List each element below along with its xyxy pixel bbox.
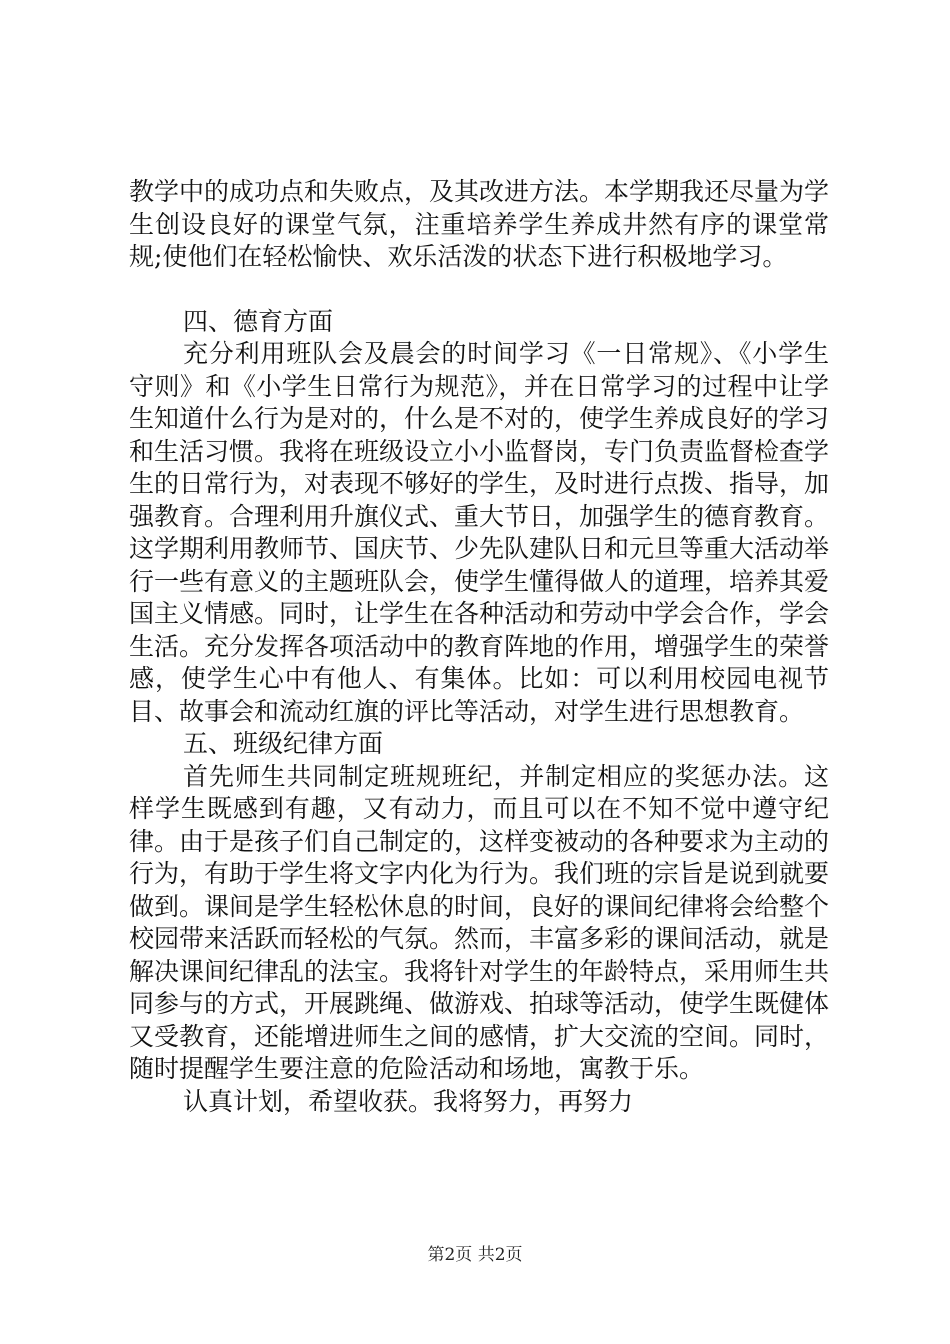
page-footer bbox=[0, 1244, 950, 1266]
document-body bbox=[129, 176, 829, 1118]
section-body-class-discipline: 首先师生共同制定班规班纪，并制定相应的奖惩办法。这样学生既感到有趣，又有动力，而且可以在不知不觉中遵守纪律。由于是孩子们自己制定的，这样变被动的各种要求为主动的行为，有助于学生将文字内化为行为。我们班的宗旨是说到就要做到。课间是学生轻松休息的时间，良好的课间纪律将会给整个校园带来活跃而轻松的气氛。然而，丰富多彩的课间活动，就是解决课间纪律乱的法宝。我将针对学生的年龄特点，采用师生共同参与的方式，开展跳绳、做游戏、拍球等活动，使学生既健体又受教育，还能增进师生之间的感情，扩大交流的空间。同时，随时提醒学生要注意的危险活动和场地，寓教于乐。 bbox=[129, 761, 830, 1083]
section-body-moral-education: 充分利用班队会及晨会的时间学习《一日常规》、《小学生守则》和《小学生日常行为规范》，并在日常学习的过程中让学生知道什么行为是对的，什么是不对的，使学生养成良好的学习和生活习惯。我将在班级设立小小监督岗，专门负责监督检查学生的日常行为，对表现不够好的学生，及时进行点拨、指导，加强教育。合理利用升旗仪式、重大节日，加强学生的德育教育。这学期利用教师节、国庆节、少先队建队日和元旦等重大活动举行一些有意义的主题班队会，使学生懂得做人的道理，培养其爱国主义情感。同时，让学生在各种活动和劳动中学会合作，学会生活。充分发挥各项活动中的教育阵地的作用，增强学生的荣誉感，使学生心中有他人、有集体。比如：可以利用校园电视节目、故事会和流动红旗的评比等活动，对学生进行思想教育。 bbox=[129, 339, 830, 726]
page-number-label: 第2页 共2页 bbox=[427, 1245, 523, 1265]
section-heading-class-discipline: 五、班级纪律方面 bbox=[183, 729, 384, 758]
closing-line: 认真计划，希望收获。我将努力，再努力 bbox=[183, 1086, 634, 1116]
section-heading-moral-education: 四、德育方面 bbox=[183, 306, 334, 336]
paragraph-gap bbox=[129, 274, 829, 306]
intro-paragraph: 教学中的成功点和失败点，及其改进方法。本学期我还尽量为学生创设良好的课堂气氛，注重培养学生养成井然有序的课堂常规;使他们在轻松愉快、欢乐活泼的状态下进行积极地学习。 bbox=[129, 177, 830, 271]
